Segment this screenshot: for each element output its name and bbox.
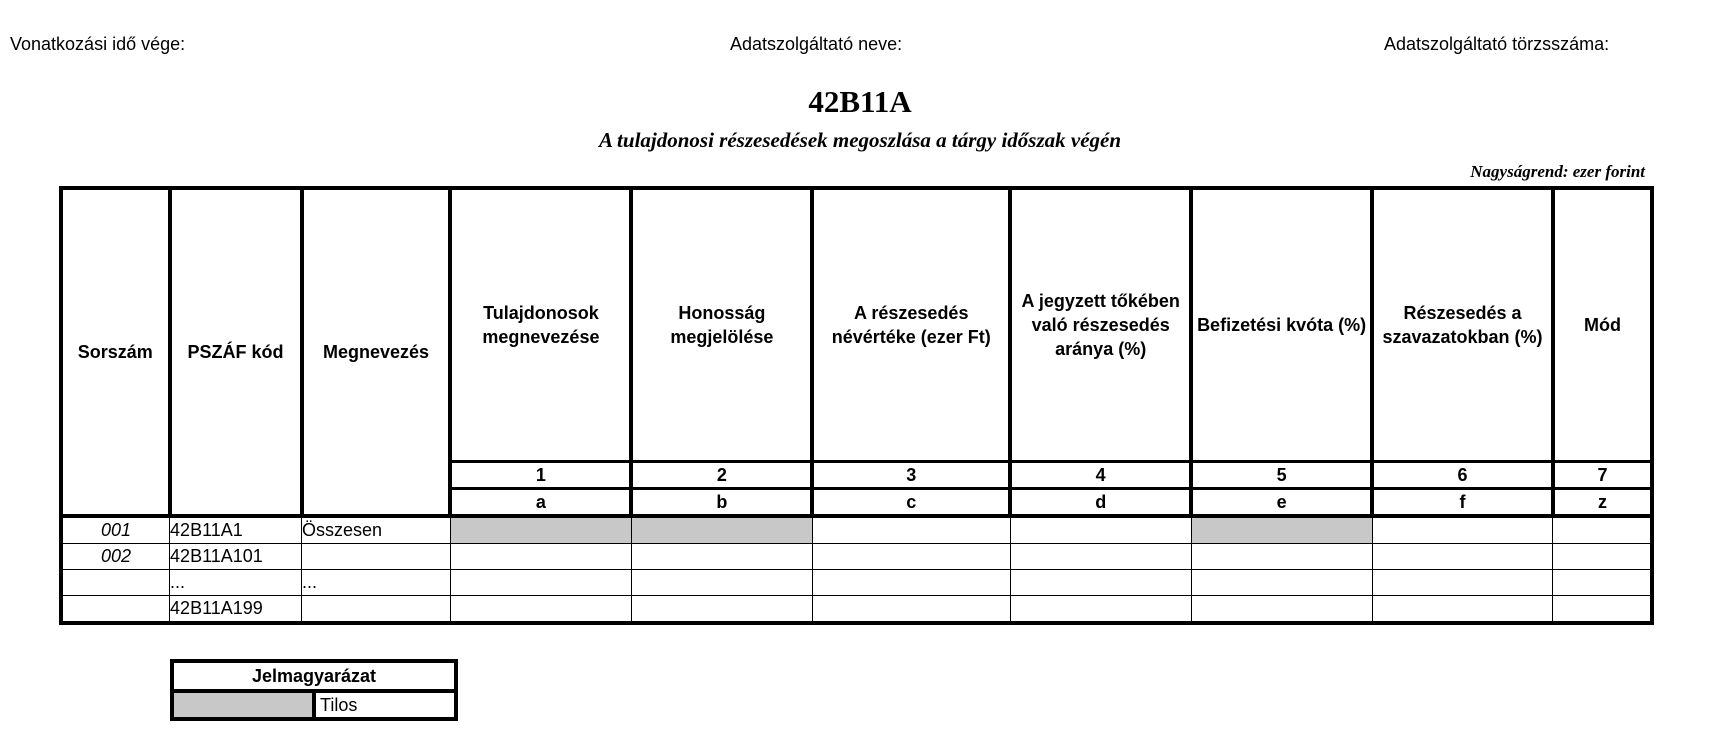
row-sorszam	[61, 596, 170, 624]
row-megnevezes	[302, 544, 451, 570]
data-cell[interactable]	[1553, 544, 1652, 570]
legend-title: Jelmagyarázat	[172, 661, 456, 691]
data-cell[interactable]	[1372, 570, 1553, 596]
data-cell[interactable]	[812, 570, 1010, 596]
col-letter-c: c	[812, 489, 1010, 517]
col-number-2: 2	[631, 462, 812, 489]
col-letter-a: a	[450, 489, 631, 517]
header-col-5: Befizetési kvóta (%)	[1191, 188, 1372, 462]
legend-item-label: Tilos	[320, 694, 358, 715]
table-row	[61, 544, 1652, 570]
data-cell[interactable]	[1372, 596, 1553, 624]
header-col-7: Mód	[1553, 188, 1652, 462]
header-col-3: A részesedés névértéke (ezer Ft)	[812, 188, 1010, 462]
data-cell[interactable]	[450, 596, 631, 624]
legend-swatch	[172, 691, 314, 719]
data-cell[interactable]	[450, 544, 631, 570]
data-cell[interactable]	[1372, 516, 1553, 544]
data-cell[interactable]	[631, 570, 812, 596]
data-cell[interactable]	[1372, 544, 1553, 570]
legend-table	[170, 659, 458, 721]
header-col-2: Honosság megjelölése	[631, 188, 812, 462]
data-cell[interactable]	[450, 570, 631, 596]
provider-registry-number-label: Adatszolgáltató törzsszáma:	[1384, 34, 1610, 54]
data-cell[interactable]	[812, 596, 1010, 624]
provider-name-label: Adatszolgáltató neve:	[730, 34, 903, 54]
ownership-table	[59, 186, 1654, 625]
data-cell[interactable]	[812, 544, 1010, 570]
header-col-4: A jegyzett tőkében való részesedés aránya (%)	[1010, 188, 1191, 462]
header-col-1: Tulajdonosok megnevezése	[450, 188, 631, 462]
col-letter-d: d	[1010, 489, 1191, 517]
data-cell[interactable]	[1553, 570, 1652, 596]
header-megnevezes: Megnevezés	[302, 188, 451, 516]
data-cell[interactable]	[1010, 544, 1191, 570]
data-cell[interactable]	[1010, 516, 1191, 544]
col-letter-z: z	[1553, 489, 1652, 517]
data-cell[interactable]	[1553, 596, 1652, 624]
reference-period-end-label: Vonatkozási idő vége:	[10, 34, 186, 54]
row-megnevezes: Összesen	[302, 516, 451, 544]
header-col-6: Részesedés a szavazatokban (%)	[1372, 188, 1553, 462]
form-code: 42B11A	[808, 84, 912, 119]
table-row	[61, 596, 1652, 624]
row-megnevezes	[302, 596, 451, 624]
data-cell[interactable]	[631, 596, 812, 624]
row-pszaf-kod: ...	[170, 570, 302, 596]
data-cell[interactable]	[1553, 516, 1652, 544]
data-cell[interactable]	[1191, 596, 1372, 624]
cell-forbidden	[450, 516, 631, 544]
col-number-4: 4	[1010, 462, 1191, 489]
unit-note: Nagyságrend: ezer forint	[1470, 162, 1645, 181]
row-sorszam: 002	[61, 544, 170, 570]
col-letter-f: f	[1372, 489, 1553, 517]
table-row	[61, 570, 1652, 596]
col-letter-e: e	[1191, 489, 1372, 517]
row-pszaf-kod: 42B11A1	[170, 516, 302, 544]
col-number-7: 7	[1553, 462, 1652, 489]
col-number-1: 1	[450, 462, 631, 489]
row-megnevezes: ...	[302, 570, 451, 596]
data-cell[interactable]	[812, 516, 1010, 544]
col-number-6: 6	[1372, 462, 1553, 489]
row-pszaf-kod: 42B11A199	[170, 596, 302, 624]
col-letter-b: b	[631, 489, 812, 517]
form-subtitle: A tulajdonosi részesedések megoszlása a tárgy időszak végén	[598, 128, 1122, 152]
data-cell[interactable]	[1010, 570, 1191, 596]
header-sorszam: Sorszám	[61, 188, 170, 516]
cell-forbidden	[1191, 516, 1372, 544]
data-cell[interactable]	[1191, 570, 1372, 596]
data-cell[interactable]	[631, 544, 812, 570]
col-number-3: 3	[812, 462, 1010, 489]
header-pszaf-kod: PSZÁF kód	[170, 188, 302, 516]
col-number-5: 5	[1191, 462, 1372, 489]
row-sorszam	[61, 570, 170, 596]
data-cell[interactable]	[1010, 596, 1191, 624]
row-sorszam: 001	[61, 516, 170, 544]
row-pszaf-kod: 42B11A101	[170, 544, 302, 570]
table-row	[61, 516, 1652, 544]
data-cell[interactable]	[1191, 544, 1372, 570]
cell-forbidden	[631, 516, 812, 544]
